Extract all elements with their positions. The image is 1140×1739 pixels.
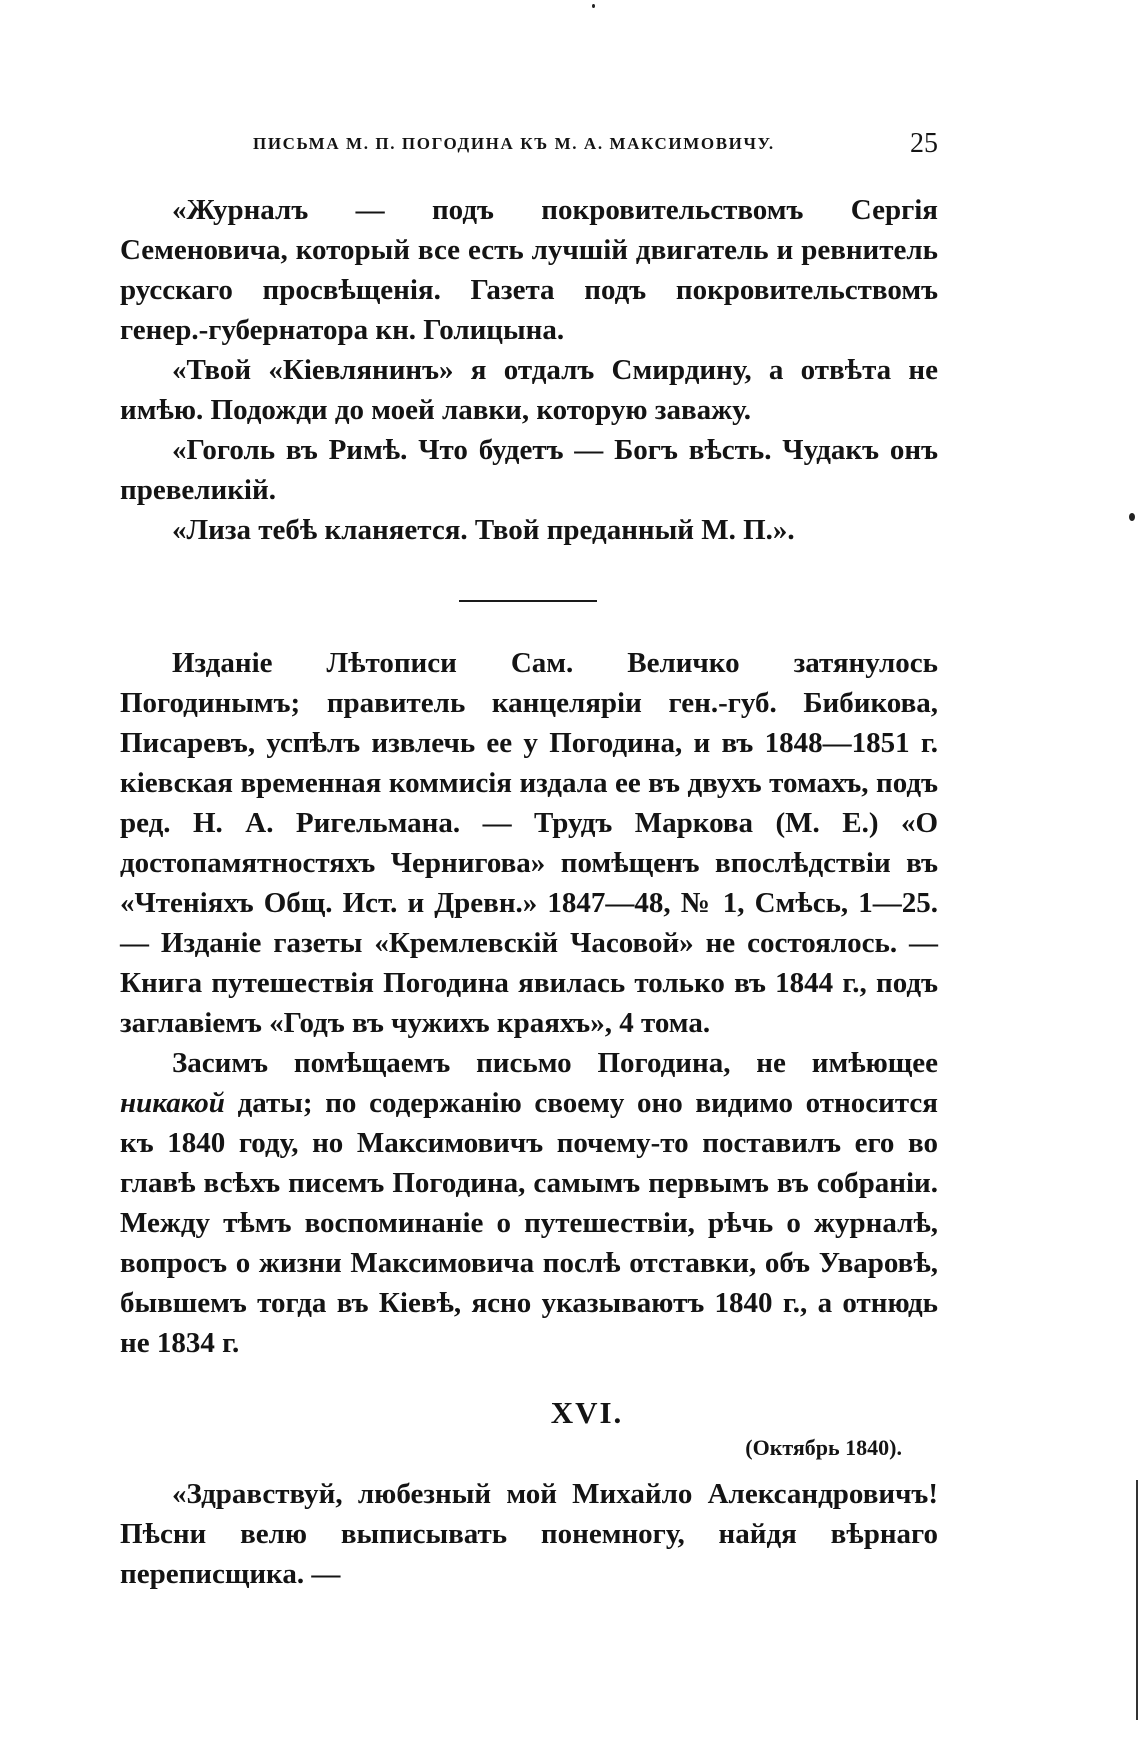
letter-paragraph-journal: «Журналъ — подъ покровительствомъ Сергія Семеновича, который все есть лучшій двигатель и ревнитель русскаго просвѣщенія. Газета подъ покровительствомъ генер.-губернатора кн. Голицына.: [120, 194, 938, 346]
dating-text-start: Засимъ помѣщаемъ письмо Погодина, не имѣющее: [172, 1047, 938, 1079]
letter-greeting-paragraph: «Здравствуй, любезный мой Михайло Александровичъ! Пѣсни велю выписывать понемногу, найдя вѣрнаго переписщика. —: [120, 1478, 938, 1590]
running-head: [118, 128, 938, 168]
dating-text-end: даты; по содержанію своему оно видимо относится къ 1840 году, но Максимовичъ почему-то поставилъ его во главѣ всѣхъ писемъ Погодина, самымъ первымъ въ собраніи. Между тѣмъ воспоминаніе о путешествіи, рѣчь о журналѣ, вопросъ о жизни Максимовича послѣ отставки, объ Уваровѣ, бывшемъ тогда въ Кіевѣ, ясно указываютъ 1840 г., а отнюдь не 1834 г.: [120, 1087, 938, 1359]
editor-notes: [120, 643, 938, 1363]
page-edge-mark: [1136, 1480, 1138, 1720]
section-date: (Октябрь 1840).: [745, 1435, 902, 1460]
print-speck: [592, 4, 595, 8]
section-divider: [459, 600, 597, 602]
print-speck: [1129, 513, 1135, 521]
section-number: XVI.: [550, 1395, 624, 1430]
letter-paragraph-signature: «Лиза тебѣ кланяется. Твой преданный М. П.».: [172, 514, 795, 546]
letter-continuation: [120, 190, 938, 550]
letter-paragraph-kievlyanin: «Твой «Кіевлянинъ» я отдалъ Смирдину, а отвѣта не имѣю. Подожди до моей лавки, которую заважу.: [120, 354, 938, 426]
letter-start: [120, 1474, 938, 1594]
running-title: ПИСЬМА М. П. ПОГОДИНА КЪ М. А. МАКСИМОВИЧУ.: [253, 134, 775, 153]
dating-emphasis: никакой: [120, 1087, 225, 1119]
notes-paragraph-dating: [120, 1043, 938, 1363]
letter-paragraph-gogol: «Гоголь въ Римѣ. Что будетъ — Богъ вѣсть. Чудакъ онъ превеликій.: [120, 434, 938, 506]
page-number: 25: [910, 128, 938, 159]
notes-paragraph-chronicle: Изданіе Лѣтописи Сам. Величко затянулось Погодинымъ; правитель канцеляріи ген.-губ. Бибикова, Писаревъ, успѣлъ извлечь ее у Погодина, и въ 1848—1851 г. кіевская временная коммисія издала ее въ двухъ томахъ, подъ ред. Н. А. Ригельмана. — Трудъ Маркова (М. Е.) «О достопамятностяхъ Чернигова» помѣщенъ впослѣдствіи въ «Чтеніяхъ Общ. Ист. и Древн.» 1847—48, № 1, Смѣсь, 1—25. — Изданіе газеты «Кремлевскій Часовой» не состоялось. — Книга путешествія Погодина явилась только въ 1844 г., подъ заглавіемъ «Годъ въ чужихъ краяхъ», 4 тома.: [120, 647, 938, 1039]
